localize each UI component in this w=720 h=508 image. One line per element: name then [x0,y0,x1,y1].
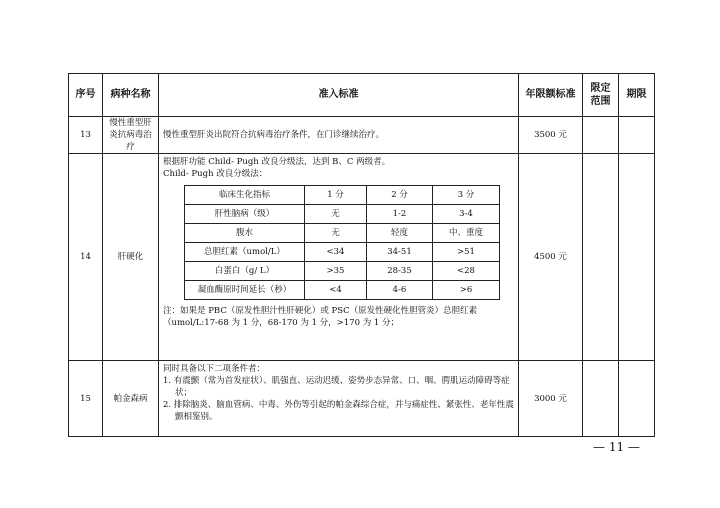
grading-cell: <34 [305,243,367,262]
row-period [619,361,655,437]
condition-list [163,375,514,423]
row-scope [583,361,619,437]
grading-cell: 肝性脑病（级） [185,205,305,224]
grading-cell: 总胆红素（umol/L） [185,243,305,262]
row-period [619,154,655,361]
row-limit: 3500 元 [519,117,583,154]
child-pugh-grading-table [184,185,500,300]
header-disease: 病种名称 [103,74,159,117]
row-disease: 帕金森病 [103,361,159,437]
row-criteria [159,154,519,361]
grading-cell: 凝血酶原时间延长（秒） [185,281,305,300]
page-number: — 11 — [593,440,640,454]
grading-cell: 无 [305,205,367,224]
grading-header-cell: 1 分 [305,186,367,205]
grading-cell: 3-4 [433,205,500,224]
row-scope [583,117,619,154]
table-row [69,154,655,361]
row-disease: 慢性重型肝炎抗病毒治疗 [103,117,159,154]
grading-cell: 轻度 [367,224,433,243]
grading-cell: 34-51 [367,243,433,262]
header-limit: 年限额标准 [519,74,583,117]
grading-cell: 4-6 [367,281,433,300]
header-criteria: 准入标准 [159,74,519,117]
table-row [69,117,655,154]
row-criteria: 慢性重型肝炎出院符合抗病毒治疗条件，在门诊继续治疗。 [159,117,519,154]
grading-cell: 腹水 [185,224,305,243]
table-row [69,361,655,437]
grading-header-cell: 3 分 [433,186,500,205]
grading-header-row [185,186,500,205]
row-limit: 3000 元 [519,361,583,437]
criteria-intro: 同时具备以下二项条件者： [163,364,266,374]
grading-cell: 白蛋白（g/ L） [185,262,305,281]
row-seq: 14 [69,154,103,361]
row-seq: 15 [69,361,103,437]
grading-cell: >35 [305,262,367,281]
grading-row [185,243,500,262]
grading-cell: 28-35 [367,262,433,281]
row-disease: 肝硬化 [103,154,159,361]
list-item: 2. 排除脑炎、脑血管病、中毒、外伤等引起的帕金森综合症，并与痛症性、紧张性、老年性震颤相鉴别。 [163,400,514,422]
header-period: 期限 [619,74,655,117]
grading-header-cell: 临床生化指标 [185,186,305,205]
grading-header-cell: 2 分 [367,186,433,205]
grading-cell: 1-2 [367,205,433,224]
grading-cell: 中、重度 [433,224,500,243]
row-period [619,117,655,154]
row-scope [583,154,619,361]
row-limit: 4500 元 [519,154,583,361]
table-header-row [69,74,655,117]
criteria-intro: 根据肝功能 Child- Pugh 改良分级法，达到 B、C 两级者。 [163,157,391,167]
header-seq: 序号 [69,74,103,117]
grading-cell: <4 [305,281,367,300]
criteria-note: 注：如果是 PBC（原发性胆汁性肝硬化）或 PSC（原发性硬化性胆管炎）总胆红素（umol/L:17-68 为 1 分，68-170 为 1 分，>170 为 1 分； [163,306,478,328]
row-seq: 13 [69,117,103,154]
grading-row [185,224,500,243]
header-scope: 限定范围 [583,74,619,117]
row-criteria [159,361,519,437]
criteria-intro: Child- Pugh 改良分级法： [163,169,268,179]
grading-row [185,281,500,300]
list-item: 1. 有震颤（常为首发症状）、肌强直、运动迟缓、姿势步态异常、口、咽、腭肌运动障碍等症状； [163,376,510,398]
disease-criteria-table [68,73,655,437]
grading-row [185,262,500,281]
grading-cell: 无 [305,224,367,243]
grading-cell: >6 [433,281,500,300]
grading-cell: <28 [433,262,500,281]
grading-row [185,205,500,224]
grading-cell: >51 [433,243,500,262]
